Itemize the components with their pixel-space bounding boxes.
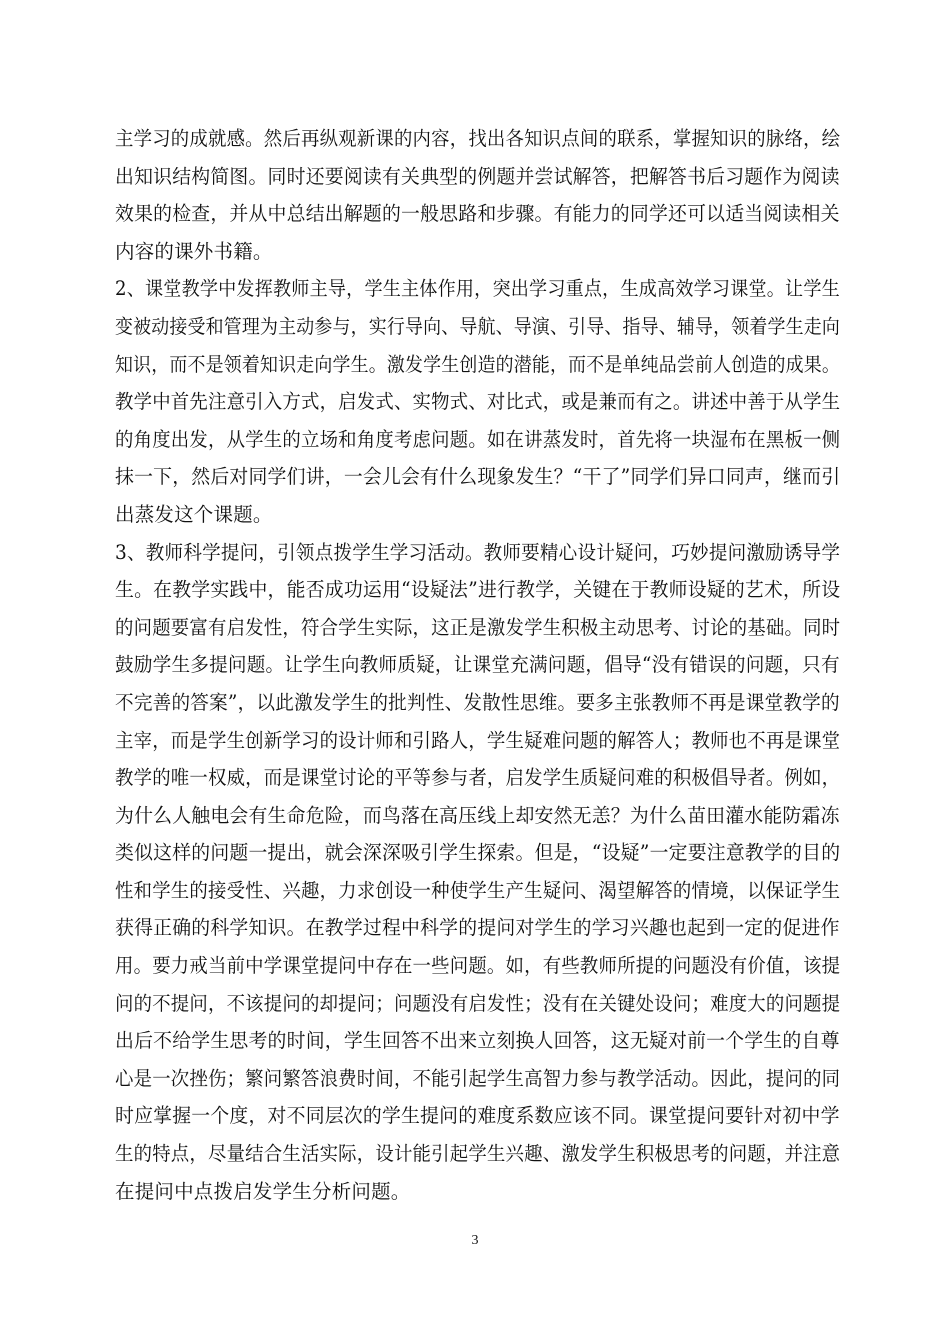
text-line: 时应掌握一个度，对不同层次的学生提问的难度系数应该不同。课堂提问要针对初中学 [115,1104,840,1128]
text-line: 心是一次挫伤；繁问繁答浪费时间，不能引起学生高智力参与教学活动。因此，提问的同 [115,1066,841,1090]
text-line: 性和学生的接受性、兴趣，力求创设一种使学生产生疑问、渴望解答的情境，以保证学生 [115,878,841,902]
text-line: 出蒸发这个课题。 [115,502,273,526]
text-line: 变被动接受和管理为主动参与，实行导向、导航、导演、引导、指导、辅导，领着学生走向 [115,314,841,338]
text-line: 不完善的答案”，以此激发学生的批判性、发散性思维。要多主张教师不再是课堂教学的 [115,690,840,714]
text-line: 主宰，而是学生创新学习的设计师和引路人，学生疑难问题的解答人；教师也不再是课堂 [115,728,841,752]
text-line: 主学习的成就感。然后再纵观新课的内容，找出各知识点间的联系，掌握知识的脉络，绘 [115,127,841,150]
text-line: 用。要力戒当前中学课堂提问中存在一些问题。如，有些教师所提的问题没有价值，该提 [115,954,841,978]
text-line: 的角度出发，从学生的立场和角度考虑问题。如在讲蒸发时，首先将一块湿布在黑板一侧 [115,427,841,451]
text-line: 问的不提问，不该提问的却提问；问题没有启发性；没有在关键处设问；难度大的问题提 [115,991,841,1015]
text-line: 抹一下，然后对同学们讲，一会儿会有什么现象发生？“干了”同学们异口同声，继而引 [115,465,841,489]
text-line: 教学中首先注意引入方式，启发式、实物式、对比式，或是兼而有之。讲述中善于从学生 [115,390,841,414]
text-line: 内容的课外书籍。 [115,239,273,263]
text-line: 2、课堂教学中发挥教师主导，学生主体作用，突出学习重点，生成高效学习课堂。让学生 [115,277,840,301]
text-line: 鼓励学生多提问题。让学生向教师质疑，让课堂充满问题，倡导“没有错误的问题，只有 [115,653,840,677]
text-line: 生的特点，尽量结合生活实际，设计能引起学生兴趣、激发学生积极思考的问题，并注意 [115,1142,841,1166]
text-line: 3、教师科学提问，引领点拨学生学习活动。教师要精心设计疑问，巧妙提问激励诱导学 [115,540,841,564]
text-line: 出后不给学生思考的时间，学生回答不出来立刻换人回答，这无疑对前一个学生的自尊 [115,1029,840,1053]
text-line: 出知识结构简图。同时还要阅读有关典型的例题并尝试解答，把解答书后习题作为阅读 [115,164,840,188]
text-line: 获得正确的科学知识。在教学过程中科学的提问对学生的学习兴趣也起到一定的促进作 [115,916,840,940]
text-line: 效果的检查，并从中总结出解题的一般思路和步骤。有能力的同学还可以适当阅读相关 [115,202,840,226]
text-line: 类似这样的问题一提出，就会深深吸引学生探索。但是，“设疑”一定要注意教学的目的 [115,841,841,865]
text-line: 知识，而不是领着知识走向学生。激发学生创造的潜能，而不是单纯品尝前人创造的成果。 [115,352,841,376]
text-line: 的问题要富有启发性，符合学生实际，这正是激发学生积极主动思考、讨论的基础。同时 [115,615,841,639]
page-number: 3 [471,1233,479,1248]
text-line: 教学的唯一权威，而是课堂讨论的平等参与者，启发学生质疑问难的积极倡导者。例如， [115,766,841,790]
text-line: 生。在教学实践中，能否成功运用“设疑法”进行教学，关键在于教师设疑的艺术，所设 [115,578,841,602]
body-text [115,120,840,1210]
text-line: 在提问中点拨启发学生分析问题。 [115,1179,411,1203]
text-line: 为什么人触电会有生命危险，而鸟落在高压线上却安然无恙？为什么苗田灌水能防霜冻 [115,803,840,827]
